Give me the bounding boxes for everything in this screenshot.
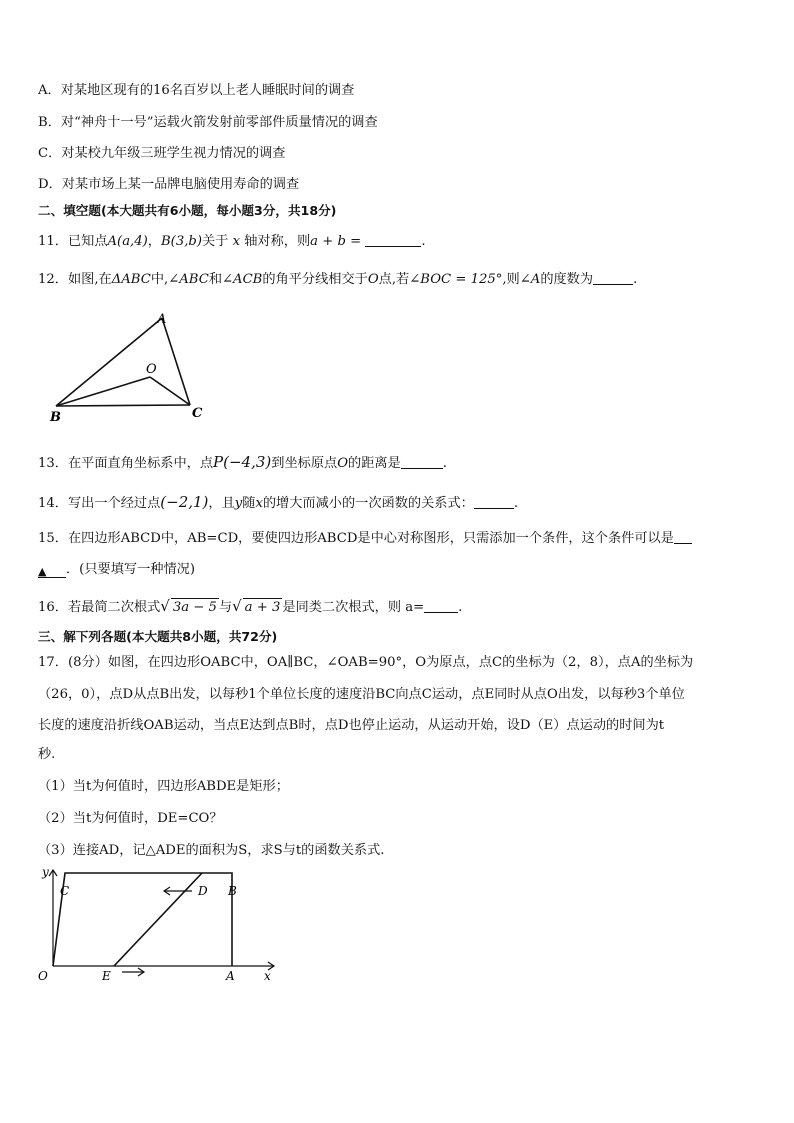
question-14: [38, 493, 518, 513]
q12-text-6: ,则: [502, 272, 520, 287]
q12-point-o: O: [367, 272, 379, 287]
q12-text-5: 点,若: [378, 272, 410, 287]
q12-text-3: 和: [208, 272, 222, 287]
fig12-label-a: A: [157, 312, 167, 327]
q14-text-4: 的增大而减小的一次函数的关系式：: [262, 496, 474, 511]
q16-answer-blank[interactable]: [424, 600, 458, 613]
q12-condition: ∠BOC = 125°: [409, 272, 503, 287]
q13-point-o: O: [337, 456, 349, 471]
fig12-label-c: C: [192, 406, 203, 421]
q16-radicand-2: a + 3: [244, 600, 281, 615]
q14-text-1: 14．写出一个经过点: [38, 496, 161, 511]
fig17-label-o: O: [38, 969, 48, 983]
question-11: [38, 233, 426, 251]
option-d: D．对某市场上某一品牌电脑使用寿命的调查: [38, 177, 300, 192]
q17-line-2: （26，0），点D从点B出发，以每秒1个单位长度的速度沿BC向点C运动，点E同时从点O出发，以每秒3个单位: [38, 687, 685, 702]
q14-text-2: ，且: [208, 496, 235, 511]
q12-text-1: 12．如图,在: [38, 272, 112, 287]
q14-var-y: y: [234, 496, 243, 511]
fig17-label-e: E: [102, 969, 111, 983]
q13-point-p: P(−4,3): [213, 453, 272, 471]
fig17-label-a: A: [226, 969, 235, 983]
q17-subquestion-2: （2）当t为何值时，DE=CO？: [38, 811, 223, 826]
fig17-axis-y: y: [42, 865, 49, 879]
option-a: A．对某地区现有的16名百岁以上老人睡眠时间的调查: [38, 83, 355, 98]
fig12-label-b: B: [50, 410, 61, 425]
q12-text-7: 的度数为: [540, 272, 594, 287]
fig17-label-d: D: [198, 884, 208, 898]
q12-answer-blank[interactable]: [593, 272, 633, 285]
q13-text-1: 13．在平面直角坐标系中，点: [38, 456, 214, 471]
question-15-line-1: [38, 530, 692, 548]
triangle-figure: [40, 305, 220, 425]
q17-subquestion-3: （3）连接AD，记△ADE的面积为S，求S与t的函数关系式.: [38, 843, 385, 858]
question-13: [38, 453, 447, 473]
q11-prefix: 11．已知点: [38, 234, 108, 249]
q13-end: .: [442, 456, 447, 471]
q11-answer-blank[interactable]: [365, 234, 421, 247]
fig17-label-c: C: [60, 884, 70, 898]
fig17-axis-x: x: [264, 969, 271, 983]
q11-sep: ，: [147, 234, 161, 249]
answer-marker-icon: ▲: [38, 565, 47, 578]
option-c: C．对某校九年级三班学生视力情况的调查: [38, 146, 286, 161]
q16-text-2: 与: [218, 600, 233, 615]
fig17-label-b: B: [228, 884, 237, 898]
q14-var-x: x: [255, 496, 263, 511]
q11-mid2: 轴对称，则: [244, 234, 311, 249]
q12-end: .: [633, 272, 638, 287]
q15-note: ．(只要填写一种情况): [66, 562, 195, 577]
q11-point-b: B(3,b): [160, 234, 202, 249]
q15-text: 15．在四边形ABCD中，AB=CD，要使四边形ABCD是中心对称图形，只需添加一个条件，这个条件可以是: [38, 531, 674, 546]
question-16: [38, 597, 462, 617]
q14-point: (−2,1): [160, 493, 209, 511]
question-15-line-2: [38, 561, 195, 579]
question-12: [38, 271, 637, 289]
sqrt-icon: √: [232, 597, 242, 615]
q16-radicand-1: 3a − 5: [172, 600, 217, 615]
section-heading-fill-in: 二、填空题(本大题共有6小题，每小题3分，共18分): [38, 203, 337, 218]
q15-answer-blank-start[interactable]: [674, 531, 692, 544]
q17-line-3: 长度的速度沿折线OAB运动，当点E达到点B时，点D也停止运动，从运动开始，设D（E）点运动的时间为t: [38, 718, 665, 733]
q14-end: .: [513, 496, 519, 511]
q17-line-1: 17．(8分）如图，在四边形OABC中，OA∥BC，∠OAB=90°，O为原点，点C的坐标为（2，8），点A的坐标为: [38, 655, 694, 670]
option-b: B．对“神舟十一号”运载火箭发射前零部件质量情况的调查: [38, 115, 378, 130]
q13-text-3: 的距离是: [348, 456, 401, 471]
q17-line-4: 秒.: [38, 747, 56, 762]
q12-text-2: 中,: [150, 272, 169, 287]
sqrt-icon: √: [160, 597, 170, 615]
q11-point-a: A(a,4): [107, 234, 148, 249]
q11-axis: x: [232, 234, 241, 249]
section-heading-solutions: 三、解下列各题(本大题共8小题，共72分): [38, 629, 278, 644]
q12-angle-abc: ∠ABC: [168, 272, 209, 287]
q13-text-2: 到坐标原点: [271, 456, 338, 471]
q17-subquestion-1: （1）当t为何值时，四边形ABDE是矩形；: [38, 779, 289, 794]
q11-mid: 关于: [202, 234, 229, 249]
q12-text-4: 的角平分线相交于: [262, 272, 368, 287]
q15-answer-blank[interactable]: [38, 563, 66, 578]
q11-end: .: [421, 234, 426, 249]
q14-text-3: 随: [242, 496, 256, 511]
q14-answer-blank[interactable]: [474, 496, 514, 509]
q13-answer-blank[interactable]: [401, 456, 443, 469]
fig12-label-o: O: [146, 362, 157, 377]
q16-text-1: 16．若最简二次根式: [38, 600, 161, 615]
q12-angle-a: ∠A: [519, 272, 541, 287]
q16-end: .: [458, 600, 463, 615]
q11-expr: a + b =: [310, 234, 362, 249]
q16-text-3: 是同类二次根式，则 a=: [282, 600, 425, 615]
q12-triangle: ΔABC: [111, 272, 151, 287]
quadrilateral-figure: [34, 862, 284, 987]
q12-angle-acb: ∠ACB: [222, 272, 263, 287]
